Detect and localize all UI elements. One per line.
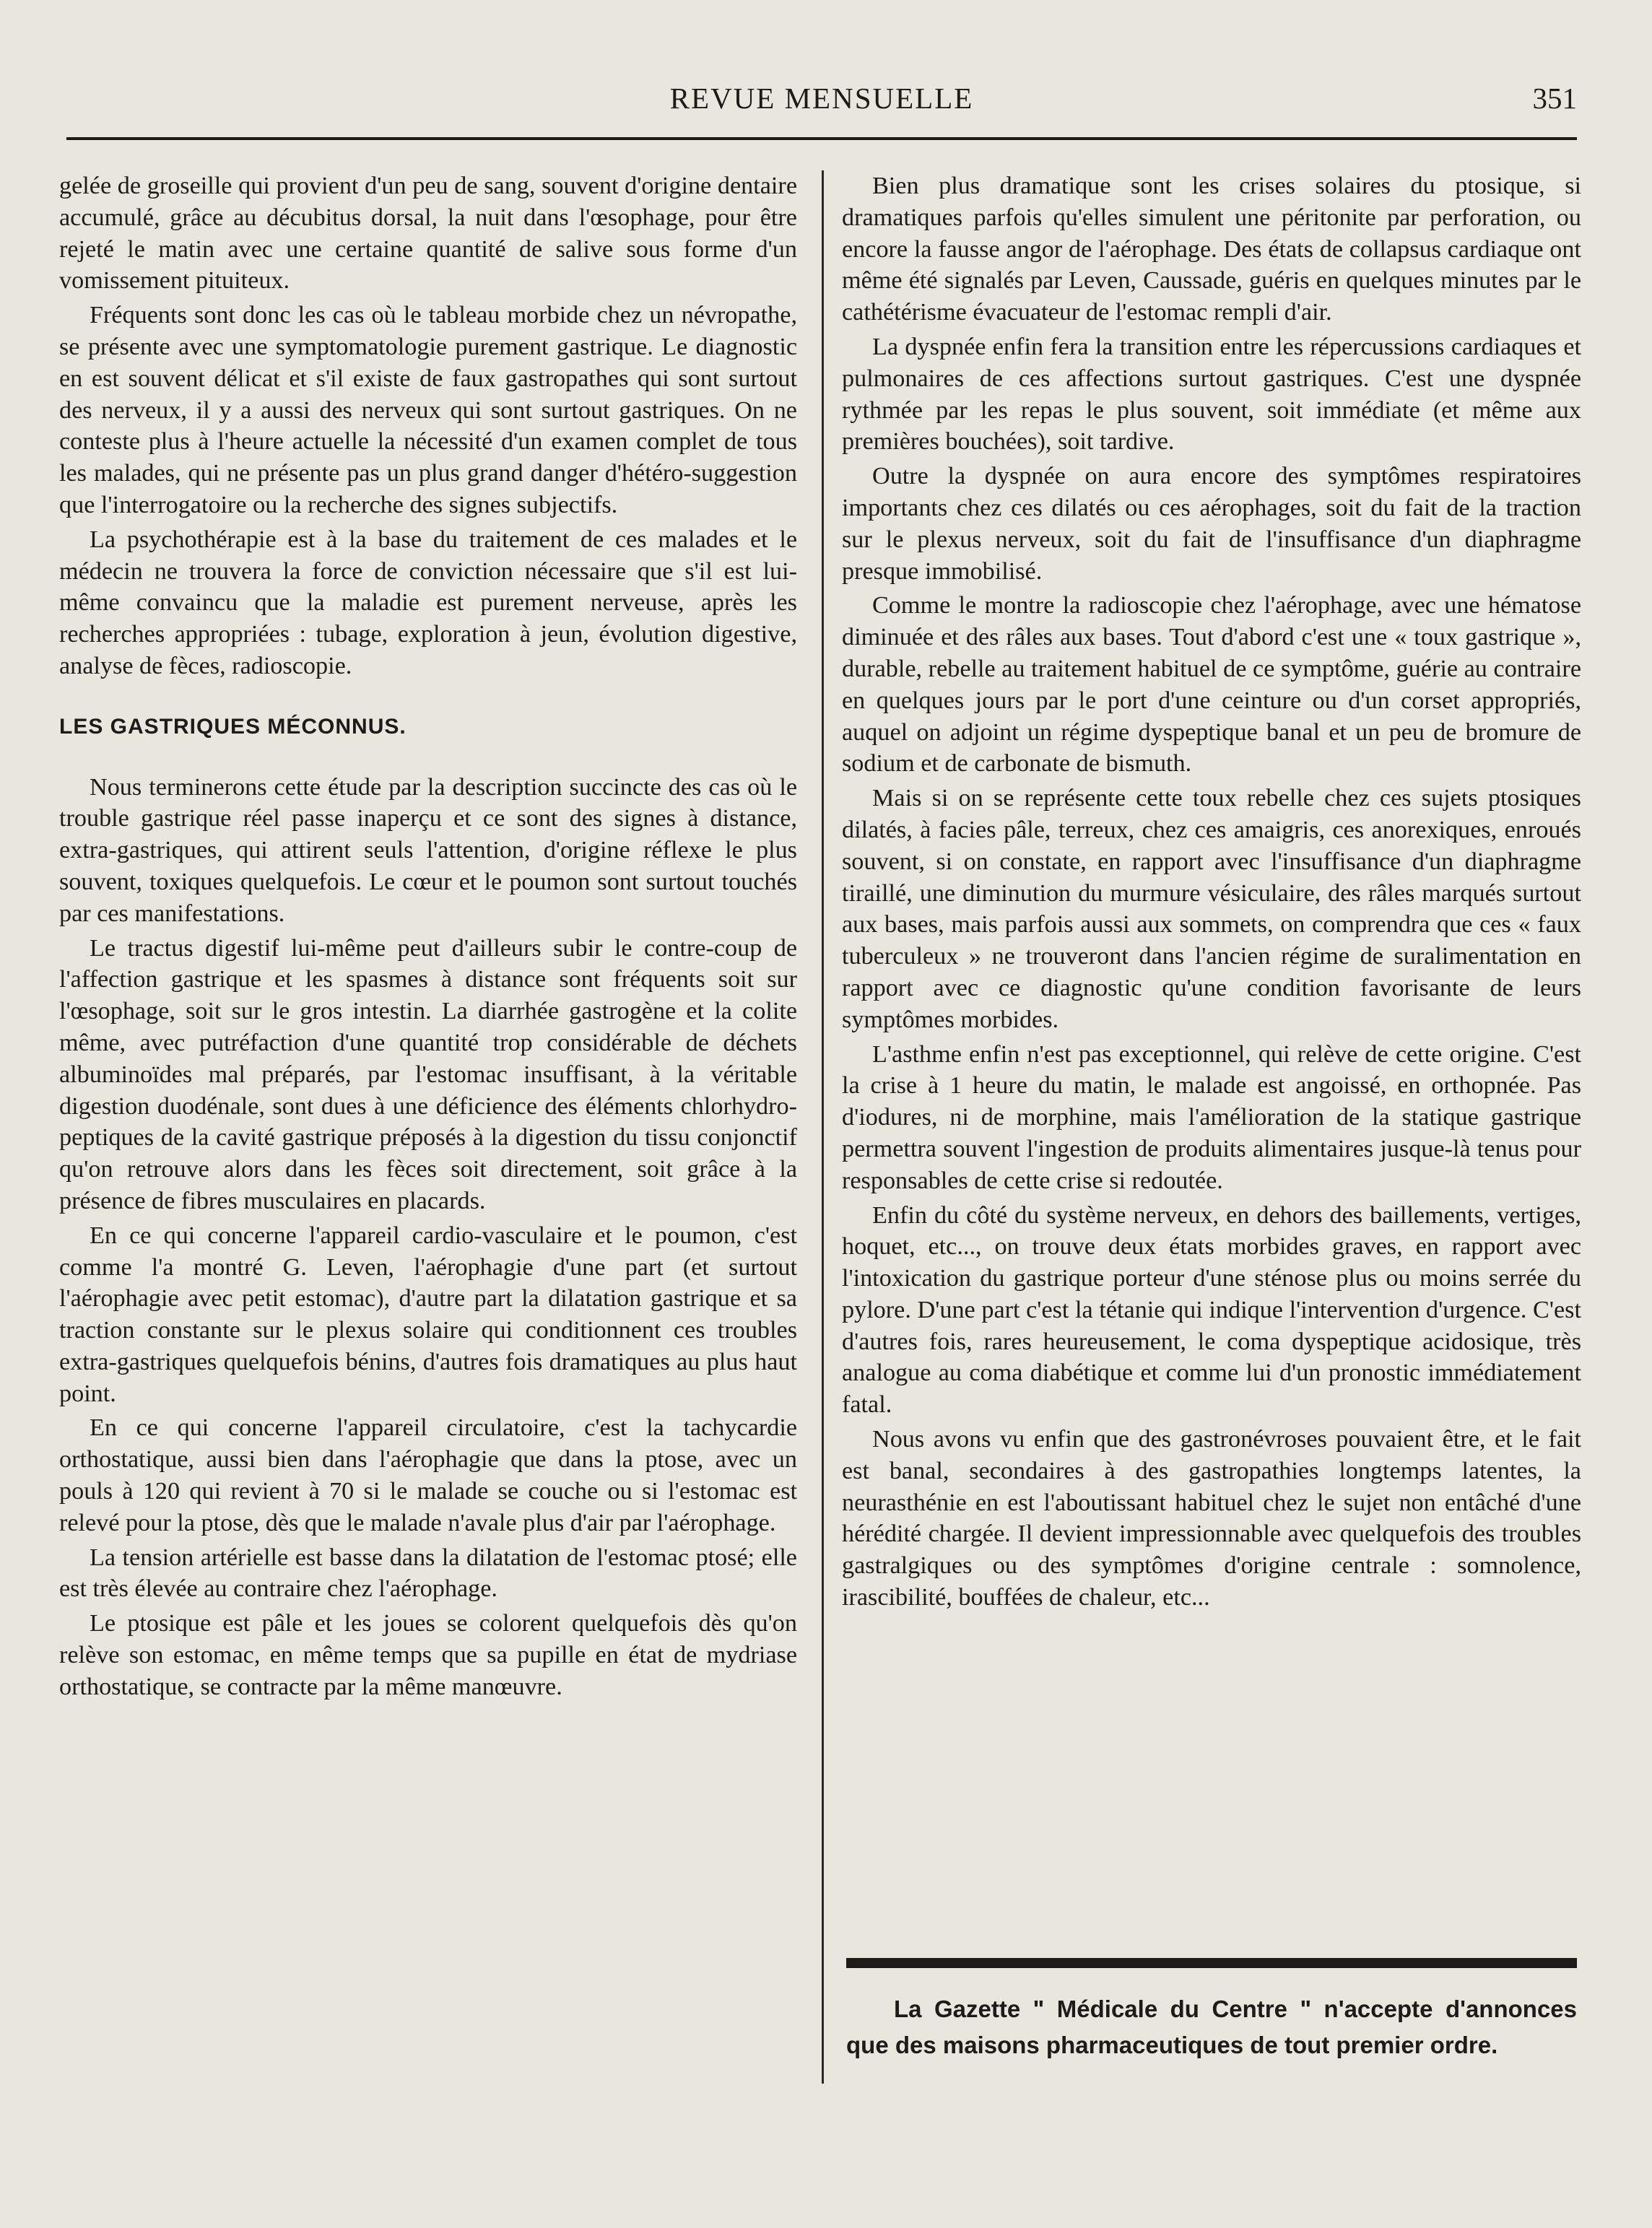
paragraph: Mais si on se représente cette toux rebelle chez ces sujets ptosiques dilatés, à facies pâle, terreux, chez ces amaigris, ces anorexiques, enroués souvent, si on constate, en rapport avec l'insuffisance d'un diaphragme tiraillé, une diminution du murmure vésiculaire, des râles marqués surtout aux bases, mais parfois aussi aux sommets, on comprendra que ces « faux tuberculeux » ne trouveront dans l'ancien régime de suralimentation en rapport avec ce diagnostic qu'une condition favorisante de leurs symptômes morbides. — [842, 785, 1581, 1033]
paragraph: Comme le montre la radioscopie chez l'aérophage, avec une hématose diminuée et des râles aux bases. Tout d'abord c'est une « toux gastrique », durable, rebelle au traitement habituel de ce symptôme, guérie au contraire en quelques jours par le port d'une ceinture ou d'un corset appropriés, auquel on adjoint un régime dyspeptique banal et un peu de bromure de sodium et de carbonate de bismuth. — [842, 592, 1581, 778]
paragraph: Le tractus digestif lui-même peut d'ailleurs subir le contre-coup de l'affection gastrique et les spasmes à distance sont fréquents soit sur l'œsophage, soit sur le gros intestin. La diarrhée gastrogène et la colite même, avec putréfaction d'une quantité trop considérable de déchets albuminoïdes mal préparés, par l'estomac insuffisant, à la véritable digestion duodénale, sont dues à une déficience des éléments chlorhydro-peptiques de la cavité gastrique préposés à la digestion du tissu conjonctif qu'on retrouve alors dans les fèces soit directement, soit grâce à la présence de fibres musculaires en placards. — [59, 934, 797, 1214]
paragraph: La dyspnée enfin fera la transition entre les répercussions cardiaques et pulmonaires de ces affections surtout gastriques. C'est une dyspnée rythmée par les repas le plus souvent, soit immédiate (et même aux premières bouchées), soit tardive. — [842, 333, 1581, 456]
paragraph: La tension artérielle est basse dans la dilatation de l'estomac ptosé; elle est très élevée au contraire chez l'aérophage. — [59, 1544, 797, 1603]
paragraph: La psychothérapie est à la base du traitement de ces malades et le médecin ne trouvera la force de conviction nécessaire que s'il est lui-même convaincu que la maladie est purement nerveuse, après les recherches appropriées : tubage, exploration à jeun, évolution digestive, analyse de fèces, radioscopie. — [59, 526, 797, 679]
header-rule — [66, 137, 1577, 140]
notice-text: La Gazette " Médicale du Centre " n'accepte d'annonces que des maisons pharmaceutiques de tout premier ordre. — [846, 1996, 1577, 2058]
page-number: 351 — [1532, 82, 1577, 115]
page-header — [66, 81, 1577, 126]
running-title: REVUE MENSUELLE — [669, 82, 974, 115]
left-column — [59, 170, 797, 1706]
paragraph: gelée de groseille qui provient d'un peu de sang, souvent d'origine dentaire accumulé, grâce au décubitus dorsal, la nuit dans l'œsophage, pour être rejeté le matin avec une certaine quantité de salive sous forme d'un vomissement pituiteux. — [59, 173, 797, 295]
paragraph: L'asthme enfin n'est pas exceptionnel, qui relève de cette origine. C'est la crise à 1 heure du matin, le malade est angoissé, en orthopnée. Pas d'iodures, ni de morphine, mais l'amélioration de la statique gastrique permettra souvent l'ingestion de produits alimentaires jusque-là tenus pour responsables de cette crise si redoutée. — [842, 1040, 1581, 1194]
notice-rule — [846, 1958, 1577, 1968]
paragraph: Enfin du côté du système nerveux, en dehors des baillements, vertiges, hoquet, etc..., on trouve deux états morbides graves, en rapport avec l'intoxication du gastrique porteur d'une sténose plus ou moins serrée du pylore. D'une part c'est la tétanie qui indique l'intervention d'urgence. C'est d'autres fois, rares heureusement, le coma dyspeptique acidosique, très analogue au coma diabétique et comme lui d'un pronostic immédiatement fatal. — [842, 1201, 1581, 1419]
advertising-notice — [846, 1991, 1577, 2063]
paragraph: Nous avons vu enfin que des gastronévroses pouvaient être, et le fait est banal, secondaires à des gastropathies longtemps latentes, la neurasthénie en est l'aboutissant habituel chez le sujet non entâché d'une hérédité chargée. Il devient impressionnable avec quelquefois des troubles gastralgiques ou des symptômes d'origine centrale : somnolence, irascibilité, bouffées de chaleur, etc... — [842, 1426, 1581, 1611]
paragraph: Bien plus dramatique sont les crises solaires du ptosique, si dramatiques parfois qu'elles simulent une péritonite par perforation, ou encore la fausse angor de l'aérophage. Des états de collapsus cardiaque ont même été signalés par Leven, Caussade, guéris en quelques minutes par le cathétérisme évacuateur de l'estomac rempli d'air. — [842, 173, 1581, 326]
paragraph: Le ptosique est pâle et les joues se colorent quelquefois dès qu'on relève son estomac, en même temps que sa pupille en état de mydriase orthostatique, se contracte par la même manœuvre. — [59, 1610, 797, 1700]
paragraph: En ce qui concerne l'appareil cardio-vasculaire et le poumon, c'est comme l'a montré G. Leven, l'aérophagie d'une part (et surtout l'aérophagie avec petit estomac), d'autre part la dilatation gastrique et sa traction constante sur le plexus solaire qui conditionnent ces troubles extra-gastriques quelquefois bénins, d'autres fois dramatiques au plus haut point. — [59, 1222, 797, 1407]
paragraph: En ce qui concerne l'appareil circulatoire, c'est la tachycardie orthostatique, aussi bien dans l'aérophagie que dans la ptose, avec un pouls à 120 qui revient à 70 si le malade se couche ou si l'estomac est relevé pour la ptose, dès que le malade n'avale plus d'air par l'aérophage. — [59, 1414, 797, 1536]
paragraph: Outre la dyspnée on aura encore des symptômes respiratoires importants chez ces dilatés ou ces aérophages, soit du fait de la traction sur le plexus nerveux, soit du fait de l'insuffisance d'un diaphragme presque immobilisé. — [842, 463, 1581, 585]
section-heading: LES GASTRIQUES MÉCONNUS. — [59, 714, 407, 739]
paragraph: Fréquents sont donc les cas où le tableau morbide chez un névropathe, se présente avec une symptomatologie purement gastrique. Le diagnostic en est souvent délicat et s'il existe de faux gastropathes qui sont surtout des nerveux, il y a aussi des nerveux qui sont surtout gastriques. On ne conteste plus à l'heure actuelle la nécessité d'un examen complet de tous les malades, qui ne présente pas un plus grand danger d'hétéro-suggestion que l'interrogatoire ou la recherche des signes subjectifs. — [59, 302, 797, 518]
paragraph: Nous terminerons cette étude par la description succincte des cas où le trouble gastrique réel passe inaperçu et ce sont des signes à distance, extra-gastriques, qui attirent seuls l'attention, d'origine réflexe le plus souvent, toxiques quelquefois. Le cœur et le poumon sont surtout touchés par ces manifestations. — [59, 773, 797, 927]
right-column — [842, 170, 1581, 1616]
column-divider — [822, 170, 824, 2084]
